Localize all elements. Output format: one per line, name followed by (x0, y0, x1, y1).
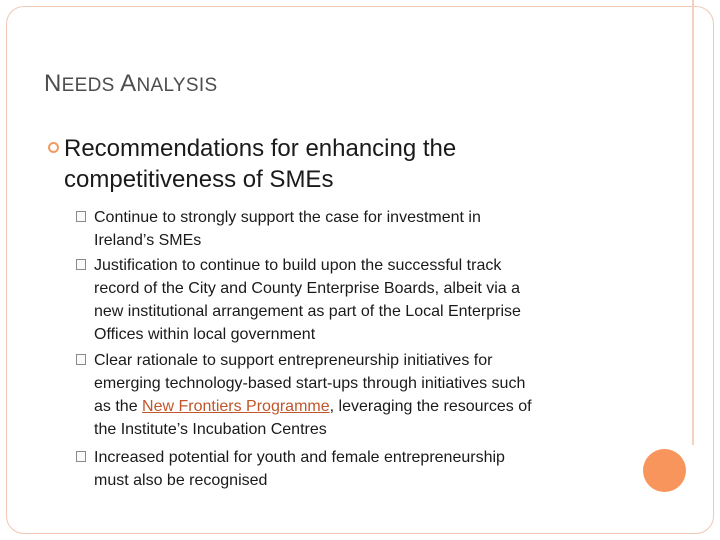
decorative-circle (643, 449, 686, 492)
sub-point-3: Clear rationale to support entrepreneurship initiatives for emerging technology-based start-ups through initiatives such as the New Frontiers Programme, leveraging the resources of the Institute’s Incubation Centres (76, 349, 636, 441)
main-point-line-1: Recommendations for enhancing the (64, 135, 457, 162)
sub-point-1: Continue to strongly support the case for investment in Ireland’s SMEs (76, 206, 636, 252)
new-frontiers-programme-link[interactable]: New Frontiers Programme (142, 398, 330, 415)
sub-point-2: Justification to continue to build upon the successful track record of the City and County Enterprise Boards, albeit via a new institutional arrangement as part of the Local Enterprise Offices within local government (76, 254, 636, 346)
slide-title: NEEDS ANALYSIS (44, 70, 218, 97)
decorative-vertical-rule (692, 0, 694, 445)
square-bullet-icon (76, 211, 86, 222)
main-bullet-point (48, 133, 648, 195)
square-bullet-icon (76, 259, 86, 270)
square-bullet-icon (76, 451, 86, 462)
square-bullet-icon (76, 354, 86, 365)
circle-bullet-icon (48, 142, 59, 153)
main-point-line-2: competitiveness of SMEs (64, 166, 334, 193)
sub-point-4: Increased potential for youth and female entrepreneurship must also be recognised (76, 446, 636, 492)
